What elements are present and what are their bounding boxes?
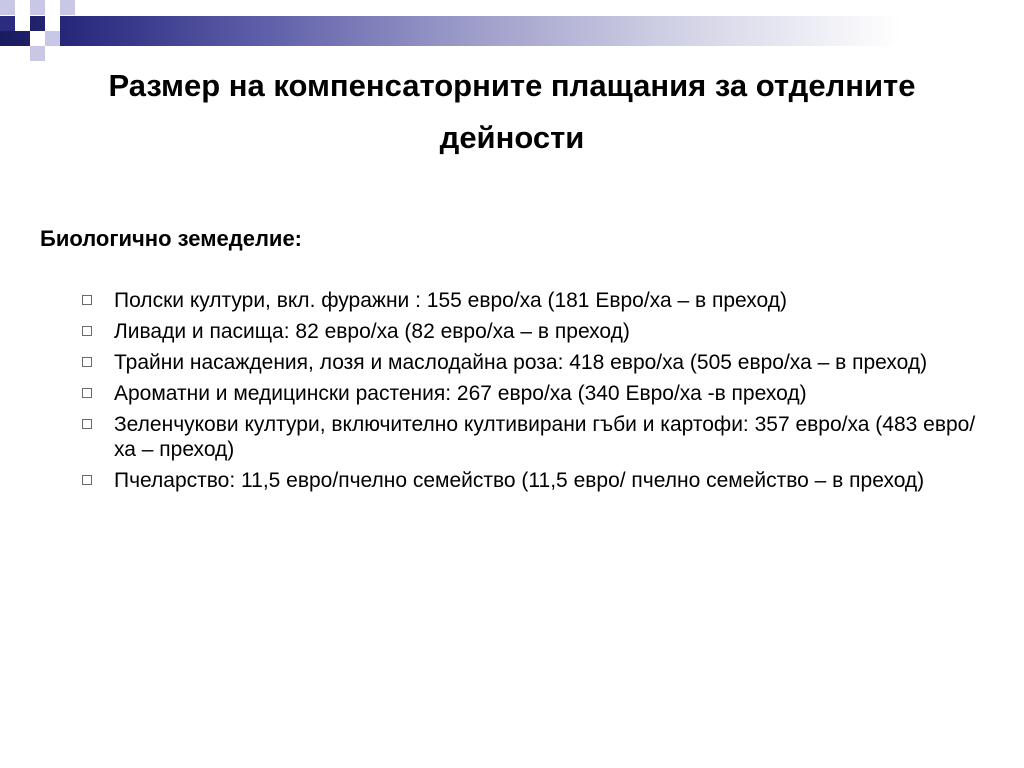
list-item-text: Полски култури, вкл. фуражни : 155 евро/ха (181 Евро/ха – в преход) <box>114 289 787 312</box>
hollow-square-bullet-icon <box>82 295 92 305</box>
section-heading: Биологично земеделие: <box>40 226 303 251</box>
decorative-square <box>0 16 15 31</box>
decorative-square <box>45 31 60 46</box>
hollow-square-bullet-icon <box>82 419 92 429</box>
list-item-text: Пчеларство: 11,5 евро/пчелно семейство (11,5 евро/ пчелно семейство – в преход) <box>114 469 925 492</box>
list-item <box>82 288 982 313</box>
list-item <box>82 381 982 406</box>
decorative-square <box>45 16 60 31</box>
slide-title: Размер на компенсаторните плащания за отделните дейности <box>108 68 916 155</box>
list-item-text: Ароматни и медицински растения: 267 евро/ха (340 Евро/ха -в преход) <box>114 382 807 405</box>
list-item-text: Ливади и пасища: 82 евро/ха (82 евро/ха – в преход) <box>114 320 630 343</box>
bullet-list <box>82 288 982 499</box>
list-item <box>82 412 982 462</box>
decorative-square <box>15 16 30 31</box>
list-item-text: Трайни насаждения, лозя и маслодайна роза: 418 евро/ха (505 евро/ха – в преход) <box>114 351 928 374</box>
list-item <box>82 350 982 375</box>
decorative-square <box>60 0 75 15</box>
hollow-square-bullet-icon <box>82 326 92 336</box>
decorative-square <box>30 0 45 15</box>
hollow-square-bullet-icon <box>82 357 92 367</box>
header-gradient-band <box>0 16 1024 46</box>
list-item <box>82 468 982 493</box>
hollow-square-bullet-icon <box>82 475 92 485</box>
decorative-square <box>30 46 45 61</box>
hollow-square-bullet-icon <box>82 388 92 398</box>
list-item-text: Зеленчукови култури, включително култивирани гъби и картофи: 357 евро/ха (483 евро/ха – преход) <box>114 413 976 461</box>
decorative-square <box>30 31 45 46</box>
decorative-square <box>0 0 15 15</box>
list-item <box>82 319 982 344</box>
decorative-square <box>15 0 30 15</box>
